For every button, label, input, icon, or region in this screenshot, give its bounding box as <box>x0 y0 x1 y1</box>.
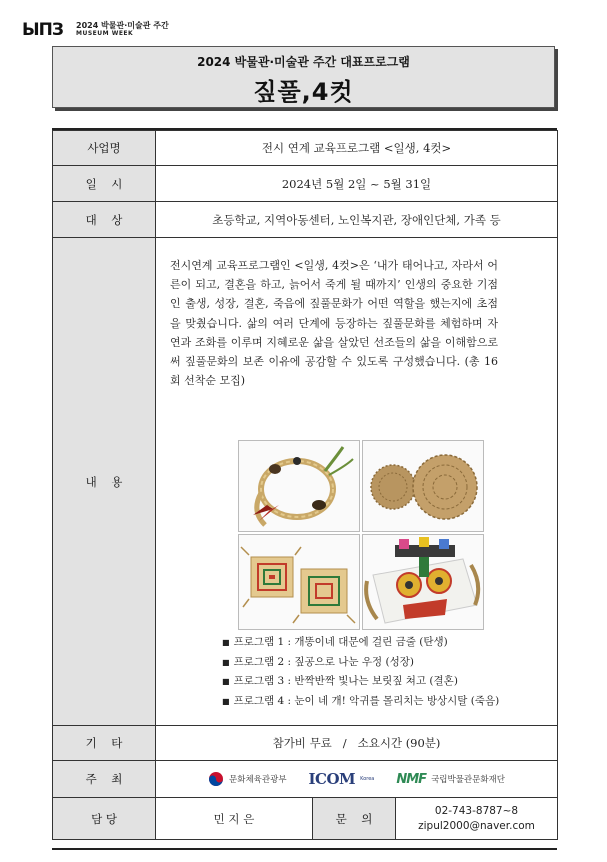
label-manager: 담 당 <box>53 798 156 840</box>
program-item <box>222 672 499 692</box>
value-date: 2024년 5월 2일 ~ 5월 31일 <box>156 166 558 202</box>
program-item-text: 프로그램 4 : 눈이 네 개! 악귀를 몰리치는 방상시탈 (죽음) <box>233 694 500 707</box>
host-nmf-name: 국립박물관문화재단 <box>431 775 505 785</box>
host-mcst-name: 문화체육관광부 <box>229 775 287 785</box>
page-title: 짚풀,4컷 <box>253 78 354 106</box>
photo-geumjul <box>238 440 360 532</box>
label-project: 사업명 <box>53 131 156 166</box>
contact-phone: 02-743-8787~8 <box>434 804 519 817</box>
icom-sub-text: Korea <box>360 776 375 782</box>
value-target: 초등학교, 지역아동센터, 노인복지관, 장애인단체, 가족 등 <box>156 202 558 238</box>
label-host: 주 최 <box>53 761 156 798</box>
row-project <box>53 131 558 166</box>
row-manager <box>53 798 558 840</box>
bullet-icon: ■ <box>222 677 230 686</box>
content-cell <box>156 238 558 726</box>
nmf-logo-mark: NMF <box>396 771 427 787</box>
row-etc <box>53 726 558 761</box>
value-inquiry <box>396 798 558 840</box>
program-item-text: 프로그램 2 : 짚공으로 나눈 우정 (성장) <box>233 655 415 668</box>
banner-subtitle: 2024 박물관·미술관 주간 대표프로그램 <box>197 55 410 69</box>
program-item-text: 프로그램 3 : 반짝반짝 빛나는 보릿짚 쳐고 (결혼) <box>233 675 458 687</box>
contact-info <box>396 804 557 834</box>
photo-woven-mats-image <box>239 535 359 629</box>
host-icom <box>309 770 375 788</box>
value-host <box>156 761 558 798</box>
label-inquiry: 문 의 <box>313 798 396 840</box>
row-host <box>53 761 558 798</box>
value-etc: 참가비 무료 / 소요시간 (90분) <box>156 726 558 761</box>
bullet-icon: ■ <box>222 657 230 667</box>
photo-woven-mats <box>238 534 360 630</box>
program-item-text: 프로그램 1 : 개똥이네 대문에 걸린 금줄 (탄생) <box>233 636 448 648</box>
logo <box>22 18 172 40</box>
value-manager-name: 민 지 은 <box>156 798 313 840</box>
row-content <box>53 238 558 726</box>
row-date <box>53 166 558 202</box>
host-logos <box>156 770 557 788</box>
label-target: 대 상 <box>53 202 156 238</box>
host-nmf <box>396 772 505 787</box>
label-content: 내 용 <box>53 238 156 726</box>
icom-logo-text: ICOM <box>308 770 356 788</box>
contact-email[interactable]: zipul2000@naver.com <box>418 819 535 832</box>
info-table <box>52 130 558 840</box>
logo-line1: 2024 박물관·미술관 주간 <box>76 21 169 30</box>
program-list <box>222 633 499 711</box>
label-date: 일 시 <box>53 166 156 202</box>
title-banner <box>52 46 555 108</box>
label-etc: 기 타 <box>53 726 156 761</box>
program-item <box>222 692 499 712</box>
photo-straw-balls-image <box>363 441 483 531</box>
logo-line2: MUSEUM WEEK <box>76 30 134 37</box>
photo-mask-image <box>363 535 483 629</box>
program-item <box>222 633 499 653</box>
bullet-icon: ■ <box>222 638 230 647</box>
bottom-rule <box>52 848 557 850</box>
value-project: 전시 연계 교육프로그램 <일생, 4컷> <box>156 131 558 166</box>
host-mcst <box>208 771 286 787</box>
taegeuk-icon <box>208 771 224 787</box>
logo-mark: ЫПЗ <box>22 20 63 40</box>
row-target <box>53 202 558 238</box>
bullet-icon: ■ <box>222 696 230 706</box>
photo-geumjul-image <box>239 441 359 531</box>
content-description: 전시연계 교육프로그램인 <일생, 4컷>은 ‘내가 태어나고, 자라서 어른이 되고, 결혼을 하고, 늙어서 죽게 될 때까지’ 인생의 중요한 기점인 출생, 성장, 결혼, 죽음에 짚풀문화가 어떤 역할을 했는지에 초점을 맞췄습니다. 삶의 여러 단계에 등장하는 짚풀문화를 체험하며 자연과 조화를 이루며 지혜로운 삶을 살았던 선조들의 삶을 이해함으로써 짚풀문화의 보존 이유에 공감할 수 있도록 구성했습니다. (총 16회 선착순 모집) <box>170 259 498 388</box>
photo-straw-balls <box>362 440 484 532</box>
photo-mask <box>362 534 484 630</box>
program-item <box>222 653 499 673</box>
